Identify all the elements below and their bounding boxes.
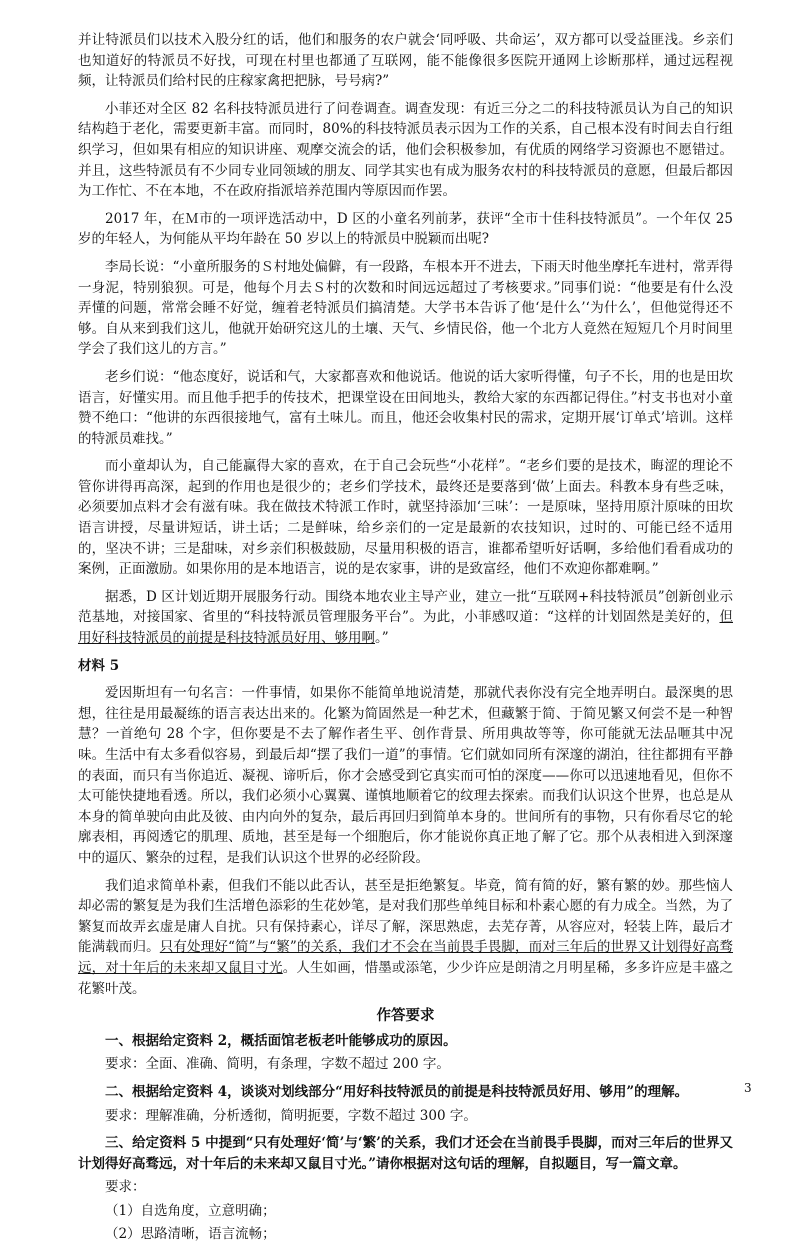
text-run: 我们追求简单朴素，但我们不能以此否认，甚至是拒绝繁复。毕竟，简有简的好，繁有繁的妙。那些恼人却必需的繁复是为我们生活增色添彩的生花妙笔，是对我们那些单纯目标和朴素心愿的有力成全。当然，为了繁复而故弄玄虚是庸人自扰。只有保持素心，详尽了解，深思熟虑，去芜存菁，从容应对，轻装上阵，最后才能满载而归。 (78, 877, 733, 956)
paragraph: 小菲还对全区 82 名科技特派员进行了问卷调查。调查发现：有近三分之二的科技特派员认为自己的知识结构趋于老化，需要更新丰富。而同时，80%的科技特派员表示因为工作的关系，自己根本没有时间去自行组织学习，但如果有相应的知识讲座、观摩交流会的话，他们会积极参加，有优质的网络学习资源也不愿错过。并且，这些特派员有不少同专业同领域的朋友、同学其实也有成为服务农村的科技特派员的意愿，但最后都因为工作忙、不在本地，不在政府指派培养范围内等原因而作罢。 (78, 100, 733, 200)
question-1-requirement: 要求：全面、准确、简明，有条理，字数不超过 200 字。 (105, 1056, 450, 1073)
question-3-requirement-label: 要求： (105, 1179, 146, 1196)
paragraph (78, 587, 733, 649)
underlined-sentence: 但用好科技特派员的前提是科技特派员好用、够用啊 (78, 609, 733, 647)
question-2: 二、根据给定资料 4，谈谈对划线部分“用好科技特派员的前提是科技特派员好用、够用”的理解。 (105, 1083, 689, 1100)
underlined-sentence: 只有处理好“简”与“繁”的关系，我们才不会在当前畏手畏脚，而对三年后的世界又计划得好高骛远，对十年后的未来却又鼠目寸光 (78, 939, 734, 976)
question-1: 一、根据给定资料 2，概括面馆老板老叶能够成功的原因。 (105, 1032, 457, 1049)
paragraph: 老乡们说：“他态度好，说话和气，大家都喜欢和他说话。他说的话大家听得懂，句子不长，用的也是田坎语言，好懂实用。而且他手把手的传技术，把课堂设在田间地头，教给大家的东西都记得住。”村支书也对小童赞不绝口：“他讲的东西很接地气，富有土味儿。而且，他还会收集村民的需求，定期开展‘订单式’培训。这样的特派员难找。” (78, 368, 733, 447)
paragraph (78, 876, 733, 1000)
text-run: 据悉，D 区计划近期开展服务行动。围绕本地农业主导产业，建立一批“互联网+科技特派员”创新创业示范基地，对接国家、省里的“科技特派员管理服务平台”。为此，小菲感叹道：“这样的计划固然是美好的， (78, 588, 733, 626)
question-2-requirement: 要求：理解准确，分析透彻，简明扼要，字数不超过 300 字。 (105, 1107, 477, 1124)
paragraph: 李局长说：“小童所服务的Ｓ村地处偏僻，有一段路，车根本开不进去，下雨天时他坐摩托车进村，常弄得一身泥，特别狼狈。可是，他每个月去Ｓ村的次数和时间远远超过了考核要求。”同事们说：“他要是有什么没弄懂的问题，常常会睡不好觉，缠着老特派员们搞清楚。大学书本告诉了他‘是什么’‘为什么’，但他觉得还不够。自从来到我们这儿，他就开始研究这儿的土壤、天气、乡情民俗，他一个北方人竟然在短短几个月时间里学会了我们这儿的方言。” (78, 258, 733, 358)
paragraph: 2017 年，在Ｍ市的一项评选活动中，D 区的小童名列前茅，获评“全市十佳科技特派员”。一个年仅 25 岁的年轻人，为何能从平均年龄在 50 岁以上的特派员中脱颖而出呢? (78, 210, 733, 248)
paragraph: 并让特派员们以技术入股分红的话，他们和服务的农户就会‘同呼吸、共命运’，双方都可以受益匪浅。乡亲们也知道好的特派员不好找，可现在村里也都通了互联网，能不能像很多医院开通网上诊断那样，通过远程视频，让特派员们给村民的庄稼家禽把把脉，号号病?” (78, 32, 733, 90)
paragraph: 而小童却认为，自己能赢得大家的喜欢，在于自己会玩些“小花样”。“老乡们要的是技术，晦涩的理论不管你讲得再高深，起到的作用也是很少的；老乡们学技术，最终还是要落到‘做’上面去。科教本身有些乏味，必须要加点料才会有滋有味。我在做技术特派工作时，就坚持添加‘三味’：一是原味，坚持用原汁原味的田坎语言讲授，尽量讲短话，讲土话；二是鲜味，给乡亲们的一定是最新的农技知识，过时的、可能已经不适用的，坚决不讲；三是甜味，对乡亲们积极鼓励，尽量用积极的语言，谁都希望听好话啊，多给他们看看成功的案例，正面激励。如果你用的是本地语言，说的是农家事，讲的是致富经，他们不欢迎你都难啊。” (78, 458, 733, 578)
requirements-title: 作答要求 (376, 1007, 435, 1025)
question-3: 三、给定资料 5 中提到“只有处理好‘简’与‘繁’的关系，我们才还会在当前畏手畏脚，而对三年后的世界又计划得好高骛远，对十年后的未来却又鼠目寸光。”请你根据对这句话的理解，自拟题目，写一篇文章。 (78, 1135, 733, 1172)
document-body (78, 30, 733, 1245)
text-run: 。人生如画，惜墨或添笔，少少许应是朗清之月明星稀，多多许应是丰盛之花繁叶茂。 (78, 959, 733, 997)
question-3-requirement-item: （1）自选角度，立意明确； (105, 1202, 276, 1219)
material-heading: 材料 5 (78, 657, 120, 674)
page-number: 3 (744, 1081, 752, 1095)
paragraph: 爱因斯坦有一句名言：一件事情，如果你不能简单地说清楚，那就代表你没有完全地弄明白。最深奥的思想，往往是用最凝练的语言表达出来的。化繁为简固然是一种艺术，但藏繁于简、于简见繁又何尝不是一种智慧？一首绝句 28 个字，但你要是不去了解作者生平、创作背景、所用典故等等，你可能就无法品咂其中况味。生活中有太多看似容易，到最后却“摆了我们一道”的事情。它们就如同所有深邃的湖泊，往往都拥有平静的表面，而只有当你追近、凝视、谛听后，你才会感受到它真实而可怕的深度——你可以迅速地看见，但你不太可能快捷地看透。所以，我们必须小心翼翼、谨慎地顺着它的纹理去探索。而我们认识这个世界，也总是从本身的简单驶向由此及彼、由内向外的复杂，最后再回归到简单本身的。世间所有的事物，只有你看尽它的轮廓表相，再阅透它的肌理、质地，甚至是每一个细胞后，你才能说你真正地了解了它。那个从表相进入到深邃中的逼仄、繁杂的过程，是我们认识这个世界的必经阶段。 (78, 685, 733, 866)
text-run: 。” (375, 630, 389, 647)
question-3-requirement-item: （2）思路清晰，语言流畅； (105, 1226, 276, 1243)
